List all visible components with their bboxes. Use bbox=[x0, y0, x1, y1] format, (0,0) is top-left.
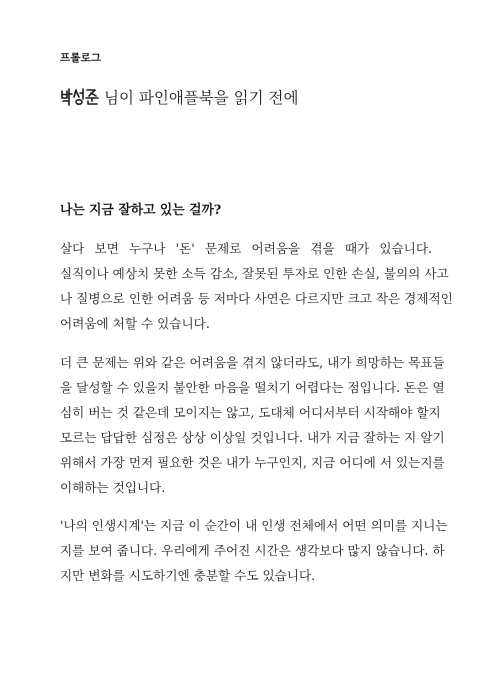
paragraph-line: 지를 보여 줍니다. 우리에게 주어진 시간은 생각보다 많지 않습니다. 하 bbox=[60, 543, 445, 558]
paragraph-line: 이해하는 것입니다. bbox=[60, 480, 166, 495]
paragraph-line: 어려움에 처할 수 있습니다. bbox=[60, 316, 210, 331]
paragraph-line: '나의 인생시계'는 지금 이 순간이 내 인생 전체에서 어떤 의미를 지니는 bbox=[60, 518, 448, 533]
page-title bbox=[60, 86, 298, 110]
section-heading: 나는 지금 잘하고 있는 걸까? bbox=[60, 203, 222, 218]
body-paragraph bbox=[60, 350, 445, 500]
paragraph-line: 더 큰 문제는 위와 같은 어려움을 겪지 않더라도, 내가 희망하는 목표들 bbox=[60, 355, 445, 370]
paragraph-line: 모르는 답답한 심정은 상상 이상일 것입니다. 내가 지금 잘하는 지 알기 bbox=[60, 430, 445, 445]
paragraph-line: 지만 변화를 시도하기엔 충분할 수도 있습니다. bbox=[60, 568, 316, 583]
paragraph-line: 실직이나 예상치 못한 소득 감소, 잘못된 투자로 인한 손실, 불의의 사고 bbox=[60, 266, 449, 281]
body-paragraph bbox=[60, 513, 448, 588]
section-label: 프롤로그 bbox=[60, 52, 102, 64]
body-paragraph bbox=[60, 236, 453, 336]
paragraph-line: 심히 버는 것 같은데 모이지는 않고, 도대체 어디서부터 시작해야 할지 bbox=[60, 405, 441, 420]
paragraph-line: 을 달성할 수 있을지 불안한 마음을 떨치기 어렵다는 점입니다. 돈은 열 bbox=[60, 380, 445, 395]
paragraph-line: 나 질병으로 인한 어려움 등 저마다 사연은 다르지만 크고 작은 경제적인 bbox=[60, 291, 453, 306]
signature-drawing bbox=[60, 86, 100, 106]
paragraph-line: 살다 보면 누구나 '돈' 문제로 어려움을 겪을 때가 있습니다. bbox=[60, 241, 432, 256]
handwritten-signature bbox=[60, 86, 100, 110]
page-title-text: 님이 파인애플북을 읽기 전에 bbox=[104, 89, 299, 107]
paragraph-line: 위해서 가장 먼저 필요한 것은 내가 누구인지, 지금 어디에 서 있는지를 bbox=[60, 455, 445, 470]
